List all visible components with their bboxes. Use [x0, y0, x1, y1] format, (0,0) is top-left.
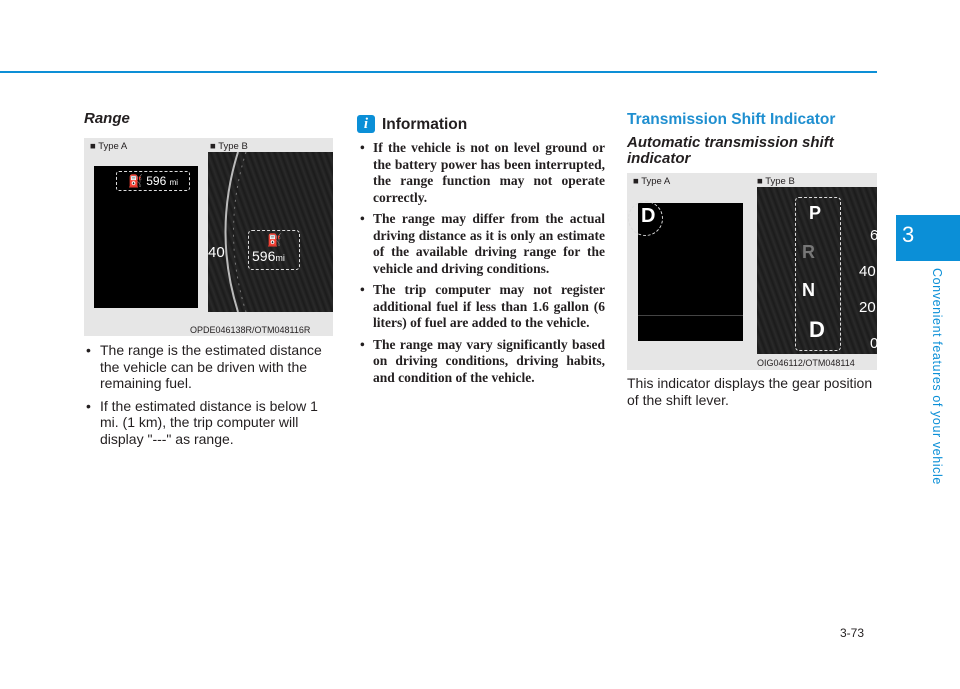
range-readout-a — [116, 171, 190, 191]
information-list — [357, 140, 605, 391]
fuel-pump-icon: ⛽ — [127, 174, 143, 188]
information-item: • The range may differ from the actual driving distance as it is only an estimate of the available driving range for the vehicle and driving conditions. — [357, 211, 605, 277]
display-divider — [638, 315, 743, 316]
type-a-display — [94, 166, 198, 308]
info-icon: i — [357, 115, 375, 133]
gear-indicator-a: D — [641, 205, 656, 227]
information-item: • The trip computer may not register additional fuel if less than 1.6 gallon (6 liters) of fuel are added to the vehicle. — [357, 282, 605, 332]
page-number: 3-73 — [840, 626, 865, 640]
gauge-number: 40 — [208, 244, 225, 261]
type-a-label: ■ Type A — [633, 176, 671, 187]
gauge-number: 20 — [859, 299, 876, 316]
gear-d: D — [809, 317, 825, 342]
type-b-display — [208, 152, 333, 312]
transmission-heading: Transmission Shift Indicator — [627, 111, 836, 128]
range-heading: Range — [84, 110, 130, 127]
information-item: • The range may vary significantly based on driving conditions, driving habits, and condition of the vehicle. — [357, 337, 605, 387]
gear-p: P — [809, 203, 822, 223]
range-unit-a: mi — [169, 178, 179, 187]
range-value-b: 596 — [252, 248, 276, 264]
range-bullets — [84, 342, 334, 453]
gauge-number: 40 — [859, 263, 876, 280]
range-value-a: 596 — [146, 174, 167, 188]
range-bullet: • If the estimated distance is below 1 mi. (1 km), the trip computer will display "---" as range. — [84, 398, 334, 448]
information-item: • If the vehicle is not on level ground or the battery power has been interrupted, the range function may not operate correctly. — [357, 140, 605, 206]
gauge-number: 6 — [870, 227, 879, 244]
fuel-pump-icon: ⛽ — [267, 233, 282, 247]
chapter-title: Convenient features of your vehicle — [930, 268, 944, 485]
type-b-label: ■ Type B — [210, 141, 248, 152]
transmission-figure — [627, 173, 877, 370]
range-figure-caption: OPDE046138R/OTM048116R — [190, 325, 311, 335]
type-b-label: ■ Type B — [757, 176, 795, 187]
transmission-figure-caption: OIG046112/OTM048114 — [757, 358, 855, 368]
transmission-body: This indicator displays the gear position of the shift lever. — [627, 375, 873, 408]
chapter-number: 3 — [902, 222, 915, 247]
gauge-number: 0 — [870, 335, 879, 352]
header-rule — [0, 71, 877, 73]
range-readout-b — [248, 230, 300, 270]
information-title: Information — [382, 116, 468, 133]
range-figure — [84, 138, 333, 336]
type-b-display — [757, 187, 877, 354]
transmission-subheading: Automatic transmission shift indicator — [627, 134, 834, 167]
range-bullet: • The range is the estimated distance the vehicle can be driven with the remaining fuel. — [84, 342, 334, 392]
range-unit-b: mi — [275, 253, 285, 263]
type-a-label: ■ Type A — [90, 141, 128, 152]
gear-r: R — [802, 242, 815, 262]
gear-n: N — [802, 280, 815, 300]
